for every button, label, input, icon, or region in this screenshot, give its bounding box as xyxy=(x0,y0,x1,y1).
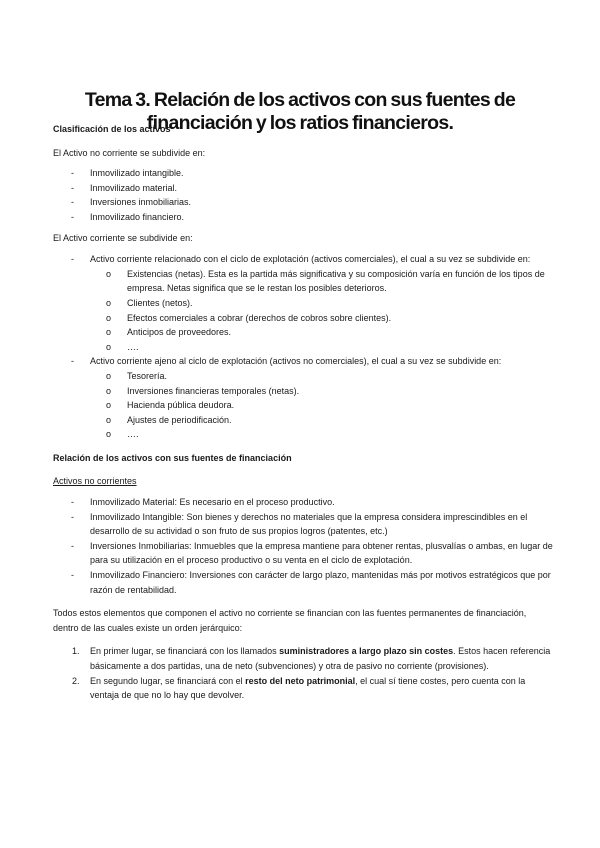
item-number: 1. xyxy=(72,646,80,657)
numbered-item xyxy=(53,644,553,673)
item-number: 2. xyxy=(72,675,80,686)
list-item: - Inmovilizado Intangible: Son bienes y derechos no materiales que la empresa considera imprescindibles en el desarrollo de su actividad o son fruto de sus propios logros (patentes, etc.) xyxy=(53,510,553,539)
document-title: Tema 3. Relación de los activos con sus fuentes de financiación y los ratios financieros. xyxy=(84,89,516,135)
list-item: - Inmovilizado financiero. xyxy=(53,210,553,225)
list-item: - Inmovilizado material. xyxy=(53,181,553,196)
item-text-pre: En primer lugar, se financiará con los llamados xyxy=(90,646,280,657)
list-item: - Inversiones Inmobiliarias: Inmuebles que la empresa mantiene para obtener rentas, plusvalías o ambas, en lugar de para su utilización en el proceso productivo o su venta en el ciclo de explotación. xyxy=(53,539,553,568)
numbered-item xyxy=(53,674,553,703)
sub-list-item: o Efectos comerciales a cobrar (derechos de cobros sobre clientes). xyxy=(53,311,553,326)
item-text-post: . Estos hacen referencia básicamente a dos partidas, una de neto (subvenciones) y otra de pasivo no corriente (provisiones). xyxy=(90,646,551,671)
noncurrent-financing-list xyxy=(53,495,553,597)
sub-list-item: o Ajustes de periodificación. xyxy=(53,413,553,428)
current-b-sublist xyxy=(53,369,553,442)
current-a-text: Activo corriente relacionado con el ciclo de explotación (activos comerciales), el cual a su vez se subdivide en: xyxy=(90,254,531,265)
numbered-list xyxy=(53,644,553,702)
sub-list-item: o Inversiones financieras temporales (netas). xyxy=(53,384,553,399)
document-body xyxy=(53,122,553,703)
section-heading-relacion: Relación de los activos con sus fuentes de financiación xyxy=(53,452,292,463)
sub-list-item: o Existencias (netas). Esta es la partida más significativa y su composición varía en función de los tipos de empresa. Netas significa que se le restan los posibles deterioros. xyxy=(53,267,553,296)
financing-paragraph: Todos estos elementos que componen el activo no corriente se financian con las fuentes permanentes de financiación, dentro de las cuales existe un orden jerárquico: xyxy=(53,608,527,633)
section-heading-clasificacion: Clasificación de los activos xyxy=(53,124,171,134)
noncurrent-list xyxy=(53,166,553,224)
sub-list-item: o …. xyxy=(53,340,553,355)
sub-list-item: o …. xyxy=(53,427,553,442)
sub-list-item: o Anticipos de proveedores. xyxy=(53,325,553,340)
list-item xyxy=(53,354,553,442)
noncurrent-intro: El Activo no corriente se subdivide en: xyxy=(53,147,206,158)
item-text-post: , el cual sí tiene costes, pero cuenta con la ventaja de que no lo hay que devolver. xyxy=(90,675,526,701)
item-text-bold: resto del neto patrimonial xyxy=(245,675,356,686)
list-item: - Inmovilizado intangible. xyxy=(53,166,553,181)
item-text-pre: En segundo lugar, se financiará con el xyxy=(90,675,246,686)
item-text-bold: suministradores a largo plazo sin costes xyxy=(279,646,454,657)
sub-list-item: o Tesorería. xyxy=(53,369,553,384)
list-item: - Inmovilizado Material: Es necesario en el proceso productivo. xyxy=(53,495,553,510)
current-intro: El Activo corriente se subdivide en: xyxy=(53,232,193,243)
list-item: - Inversiones inmobiliarias. xyxy=(53,195,553,210)
subheading-activos-no-corrientes: Activos no corrientes xyxy=(53,476,137,487)
sub-list-item: o Hacienda pública deudora. xyxy=(53,398,553,413)
list-item xyxy=(53,252,553,354)
list-item: - Inmovilizado Financiero: Inversiones con carácter de largo plazo, mantenidas más por motivos estratégicos que por razón de rentabilidad. xyxy=(53,568,553,597)
current-b-text: Activo corriente ajeno al ciclo de explotación (activos no comerciales), el cual a su vez se subdivide en: xyxy=(90,356,502,367)
current-a-sublist xyxy=(53,267,553,355)
current-list xyxy=(53,252,553,442)
sub-list-item: o Clientes (netos). xyxy=(53,296,553,311)
